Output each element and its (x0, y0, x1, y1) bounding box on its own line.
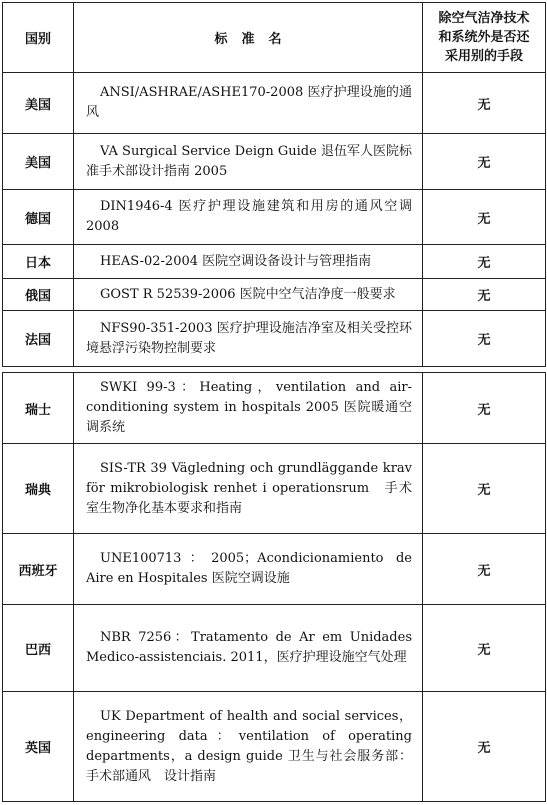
header-row (3, 3, 546, 73)
answer-cell: 无 (423, 279, 546, 311)
answer-cell: 无 (423, 534, 546, 605)
table-row (3, 311, 546, 367)
header-question-line: 采用别的手段 (444, 49, 523, 64)
country-cell: 日本 (3, 245, 74, 279)
country-cell: 瑞典 (3, 444, 74, 534)
table-row (3, 134, 546, 190)
answer-cell: 无 (423, 134, 546, 190)
country-cell: 英国 (3, 692, 74, 802)
country-cell: 瑞士 (3, 373, 74, 444)
standard-text: SIS-TR 39 Vägledning och grundläggande krav för mikrobiologisk renhet i operationsrum 手术室生物净化基本要求和指南 (86, 460, 412, 516)
standard-text: SWKI 99-3：Heating，ventilation and air-conditioning system in hospitals 2005 医院暖通空调系统 (86, 380, 412, 435)
standard-cell (74, 605, 423, 692)
answer-cell: 无 (423, 692, 546, 802)
country-cell: 法国 (3, 311, 74, 367)
header-question (423, 3, 546, 73)
answer-cell: 无 (423, 311, 546, 367)
standard-cell (74, 245, 423, 279)
standard-text: GOST R 52539-2006 医院中空气洁净度一般要求 (100, 286, 396, 302)
standard-cell (74, 279, 423, 311)
answer-cell: 无 (423, 373, 546, 444)
answer-cell: 无 (423, 605, 546, 692)
standard-cell (74, 534, 423, 605)
standard-text: NBR 7256：Tratamento de Ar em Unidades Medico-assistenciais. 2011，医疗护理设施空气处理 (86, 630, 412, 665)
table-row (3, 605, 546, 692)
country-cell: 德国 (3, 190, 74, 245)
standard-text: UK Department of health and social services，engineering data：ventilation of operating departments，a design guide 卫生与社会服务部：手术部通风 设计指南 (86, 708, 412, 784)
table-row (3, 190, 546, 245)
table-row (3, 444, 546, 534)
country-cell: 俄国 (3, 279, 74, 311)
header-country: 国别 (3, 3, 74, 73)
standards-table-top (2, 2, 546, 367)
standard-text: DIN1946-4 医疗护理设施建筑和用房的通风空调 2008 (86, 199, 412, 234)
country-cell: 西班牙 (3, 534, 74, 605)
table-row (3, 245, 546, 279)
standard-cell (74, 444, 423, 534)
header-question-line: 和系统外是否还 (438, 30, 530, 45)
standard-text: HEAS-02-2004 医院空调设备设计与管理指南 (100, 253, 372, 269)
standard-cell (74, 692, 423, 802)
standard-text: UNE100713：2005；Acondicionamiento de Aire en Hospitales 医院空调设施 (86, 551, 412, 586)
table-row (3, 692, 546, 802)
table-row (3, 534, 546, 605)
standard-text: VA Surgical Service Deign Guide 退伍军人医院标准手术部设计指南 2005 (86, 143, 412, 179)
standard-cell (74, 373, 423, 444)
standard-cell (74, 311, 423, 367)
table-row (3, 373, 546, 444)
header-standard: 标准名 (74, 3, 423, 73)
country-cell: 巴西 (3, 605, 74, 692)
answer-cell: 无 (423, 245, 546, 279)
table-row (3, 73, 546, 134)
standard-text: ANSI/ASHRAE/ASHE170-2008 医疗护理设施的通风 (86, 85, 412, 120)
standard-cell (74, 73, 423, 134)
answer-cell: 无 (423, 190, 546, 245)
answer-cell: 无 (423, 73, 546, 134)
header-question-line: 除空气洁净技术 (438, 11, 530, 26)
table-row (3, 279, 546, 311)
standard-cell (74, 134, 423, 190)
country-cell: 美国 (3, 73, 74, 134)
standard-cell (74, 190, 423, 245)
answer-cell: 无 (423, 444, 546, 534)
country-cell: 美国 (3, 134, 74, 190)
standard-text: NFS90-351-2003 医疗护理设施洁净室及相关受控环境悬浮污染物控制要求 (86, 320, 412, 356)
standards-table-bottom (2, 372, 546, 802)
